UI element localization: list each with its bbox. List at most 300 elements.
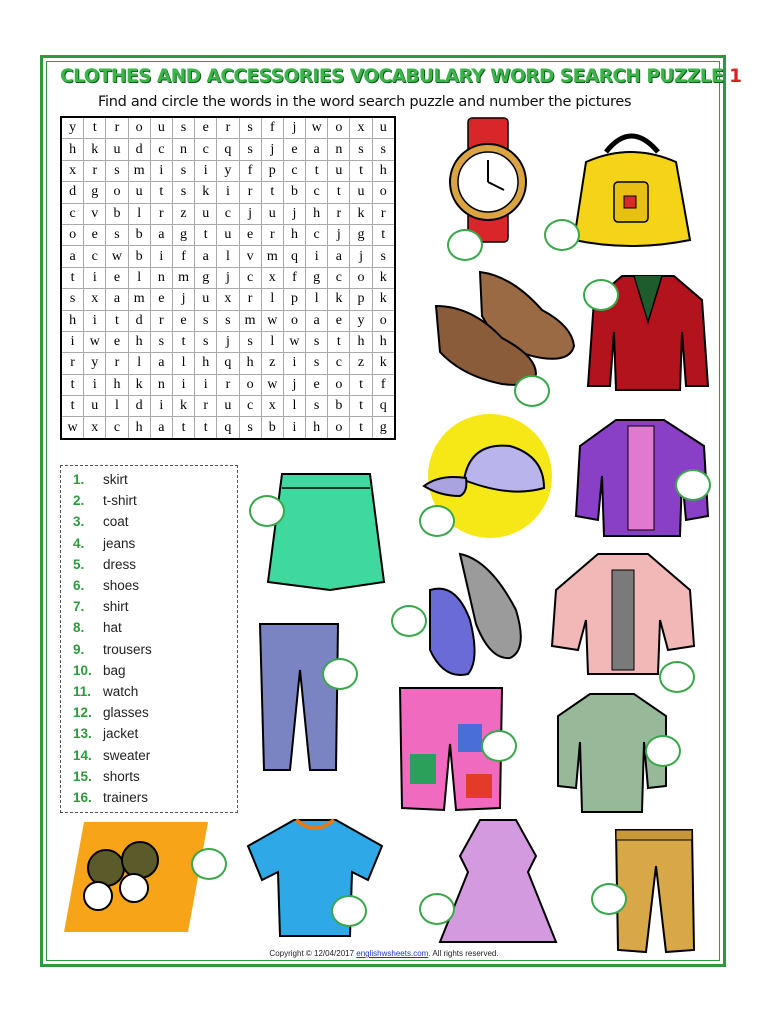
grid-cell[interactable]: f	[172, 246, 194, 267]
grid-cell[interactable]: i	[217, 182, 239, 203]
grid-cell[interactable]: s	[172, 182, 194, 203]
grid-cell[interactable]: s	[239, 117, 261, 139]
grid-row	[61, 331, 395, 352]
grid-cell[interactable]: i	[283, 353, 305, 374]
answer-circle-shoes[interactable]	[514, 375, 550, 407]
word-number: 16.	[73, 790, 92, 805]
grid-cell[interactable]: l	[172, 353, 194, 374]
grid-cell[interactable]: t	[195, 224, 217, 245]
grid-row	[61, 289, 395, 310]
grid-cell[interactable]: c	[150, 139, 172, 160]
grid-cell[interactable]: c	[217, 203, 239, 224]
word-number: 9.	[73, 641, 85, 657]
grid-cell[interactable]: o	[128, 117, 150, 139]
grid-cell[interactable]: u	[195, 203, 217, 224]
grid-cell[interactable]: l	[106, 396, 128, 417]
skirt-picture	[264, 470, 388, 596]
grid-cell[interactable]: c	[84, 246, 106, 267]
grid-cell[interactable]: l	[306, 289, 328, 310]
grid-cell[interactable]: s	[217, 310, 239, 331]
grid-cell[interactable]: x	[61, 160, 84, 181]
title-mark: 1	[729, 66, 742, 87]
grid-cell[interactable]: t	[61, 396, 84, 417]
grid-cell[interactable]: u	[195, 289, 217, 310]
grid-cell[interactable]: m	[128, 289, 150, 310]
grid-cell[interactable]: n	[328, 139, 350, 160]
grid-cell[interactable]: r	[150, 203, 172, 224]
grid-cell[interactable]: r	[239, 289, 261, 310]
grid-cell[interactable]: f	[261, 117, 283, 139]
grid-cell[interactable]: t	[84, 117, 106, 139]
grid-row	[61, 310, 395, 331]
grid-cell[interactable]: e	[150, 289, 172, 310]
grid-cell[interactable]: e	[328, 310, 350, 331]
word-text: trainers	[103, 790, 149, 805]
grid-cell[interactable]: b	[261, 417, 283, 439]
grid-cell[interactable]: r	[217, 117, 239, 139]
grid-cell[interactable]: r	[372, 203, 395, 224]
grid-cell[interactable]: u	[128, 182, 150, 203]
grid-cell[interactable]: t	[61, 374, 84, 395]
grid-cell[interactable]: j	[261, 139, 283, 160]
grid-cell[interactable]: m	[172, 267, 194, 288]
grid-cell[interactable]: d	[61, 182, 84, 203]
grid-cell[interactable]: u	[150, 117, 172, 139]
grid-cell[interactable]: t	[372, 224, 395, 245]
grid-cell[interactable]: a	[306, 139, 328, 160]
grid-cell[interactable]: h	[106, 374, 128, 395]
grid-cell[interactable]: b	[128, 224, 150, 245]
grid-cell[interactable]: w	[283, 331, 305, 352]
grid-cell[interactable]: e	[306, 374, 328, 395]
grid-cell[interactable]: p	[283, 289, 305, 310]
grid-cell[interactable]: x	[350, 117, 372, 139]
grid-cell[interactable]: s	[106, 160, 128, 181]
answer-circle-jeans[interactable]	[322, 658, 358, 690]
grid-cell[interactable]: w	[306, 117, 328, 139]
grid-cell[interactable]: a	[150, 224, 172, 245]
grid-cell[interactable]: t	[350, 374, 372, 395]
word-number: 7.	[73, 599, 85, 615]
grid-cell[interactable]: i	[150, 160, 172, 181]
grid-cell[interactable]: u	[84, 396, 106, 417]
grid-cell[interactable]: b	[128, 246, 150, 267]
grid-cell[interactable]: h	[372, 331, 395, 352]
grid-cell[interactable]: i	[84, 267, 106, 288]
word-number: 2.	[73, 493, 85, 509]
grid-cell[interactable]: g	[372, 417, 395, 439]
answer-circle-shirt[interactable]	[645, 735, 681, 767]
grid-cell[interactable]: a	[328, 246, 350, 267]
grid-cell[interactable]: t	[328, 182, 350, 203]
grid-cell[interactable]: h	[128, 417, 150, 439]
grid-cell[interactable]: g	[195, 267, 217, 288]
grid-cell[interactable]: s	[195, 310, 217, 331]
grid-cell[interactable]: o	[239, 374, 261, 395]
grid-cell[interactable]: a	[61, 246, 84, 267]
word-list-item	[73, 599, 129, 614]
grid-cell[interactable]: b	[106, 203, 128, 224]
answer-circle-trousers[interactable]	[591, 883, 627, 915]
grid-cell[interactable]: o	[350, 267, 372, 288]
answer-circle-hat[interactable]	[419, 505, 455, 537]
grid-cell[interactable]: c	[306, 182, 328, 203]
grid-cell[interactable]: l	[261, 331, 283, 352]
grid-cell[interactable]: y	[84, 353, 106, 374]
jeans-picture	[254, 620, 344, 776]
grid-cell[interactable]: t	[106, 310, 128, 331]
word-text: skirt	[103, 472, 128, 487]
grid-cell[interactable]: k	[84, 139, 106, 160]
grid-cell[interactable]: l	[261, 289, 283, 310]
word-text: dress	[103, 556, 137, 572]
grid-cell[interactable]: i	[150, 396, 172, 417]
answer-circle-shorts[interactable]	[481, 730, 517, 762]
word-list-item	[73, 620, 122, 635]
grid-row	[61, 224, 395, 245]
grid-cell[interactable]: p	[261, 160, 283, 181]
grid-cell[interactable]: h	[61, 310, 84, 331]
grid-cell[interactable]: w	[261, 310, 283, 331]
word-text: t-shirt	[103, 493, 137, 509]
answer-circle-skirt[interactable]	[249, 495, 285, 527]
grid-cell[interactable]: y	[61, 117, 84, 139]
grid-cell[interactable]: o	[106, 182, 128, 203]
word-list-item	[73, 578, 139, 593]
answer-circle-coat[interactable]	[659, 661, 695, 693]
grid-cell[interactable]: x	[261, 396, 283, 417]
word-text: shoes	[103, 578, 140, 593]
grid-cell[interactable]: z	[172, 203, 194, 224]
grid-cell[interactable]: v	[84, 203, 106, 224]
grid-cell[interactable]: i	[306, 246, 328, 267]
grid-row	[61, 203, 395, 224]
word-list-item	[73, 748, 150, 763]
grid-row	[61, 182, 395, 203]
shoes-picture	[432, 266, 578, 390]
grid-row	[61, 117, 395, 139]
word-number: 3.	[73, 514, 85, 530]
word-text: bag	[103, 662, 126, 678]
grid-cell[interactable]: t	[150, 182, 172, 203]
grid-cell[interactable]: j	[283, 374, 305, 395]
grid-cell[interactable]: t	[61, 267, 84, 288]
grid-cell[interactable]: f	[283, 267, 305, 288]
grid-cell[interactable]: z	[261, 353, 283, 374]
grid-cell[interactable]: q	[217, 353, 239, 374]
grid-cell[interactable]: t	[195, 417, 217, 439]
grid-row	[61, 160, 395, 181]
grid-cell[interactable]: d	[128, 139, 150, 160]
word-number: 4.	[73, 535, 85, 551]
grid-cell[interactable]: s	[306, 331, 328, 352]
word-number: 15.	[73, 768, 92, 784]
word-text: coat	[103, 514, 129, 530]
grid-cell[interactable]: e	[106, 331, 128, 352]
grid-cell[interactable]: q	[283, 246, 305, 267]
grid-cell[interactable]: n	[172, 139, 194, 160]
grid-cell[interactable]: i	[84, 310, 106, 331]
grid-cell[interactable]: c	[239, 267, 261, 288]
word-list-item	[73, 536, 135, 551]
answer-circle-dress[interactable]	[419, 893, 455, 925]
answer-circle-glasses[interactable]	[191, 848, 227, 880]
grid-cell[interactable]: d	[128, 310, 150, 331]
grid-cell[interactable]: s	[306, 353, 328, 374]
grid-cell[interactable]: s	[172, 160, 194, 181]
grid-cell[interactable]: u	[217, 396, 239, 417]
grid-cell[interactable]: t	[261, 182, 283, 203]
grid-cell[interactable]: w	[61, 417, 84, 439]
coat-picture	[548, 550, 698, 678]
grid-cell[interactable]: a	[150, 417, 172, 439]
grid-cell[interactable]: x	[84, 417, 106, 439]
grid-cell[interactable]: r	[150, 310, 172, 331]
grid-cell[interactable]: o	[61, 224, 84, 245]
answer-circle-trainers[interactable]	[391, 605, 427, 637]
grid-cell[interactable]: f	[372, 374, 395, 395]
grid-cell[interactable]: s	[239, 139, 261, 160]
t-shirt-picture	[244, 816, 386, 940]
word-search-grid	[60, 116, 396, 440]
grid-cell[interactable]: w	[261, 374, 283, 395]
grid-cell[interactable]: u	[217, 224, 239, 245]
word-list-item	[73, 705, 149, 720]
grid-row	[61, 353, 395, 374]
grid-cell[interactable]: m	[261, 246, 283, 267]
grid-cell[interactable]: e	[172, 310, 194, 331]
grid-cell[interactable]: h	[128, 331, 150, 352]
grid-cell[interactable]: j	[350, 246, 372, 267]
grid-cell[interactable]: r	[217, 374, 239, 395]
grid-cell[interactable]: t	[350, 396, 372, 417]
grid-cell[interactable]: b	[328, 396, 350, 417]
grid-cell[interactable]: u	[261, 203, 283, 224]
grid-cell[interactable]: h	[306, 417, 328, 439]
grid-cell[interactable]: l	[128, 203, 150, 224]
grid-cell[interactable]: j	[217, 267, 239, 288]
grid-cell[interactable]: c	[106, 417, 128, 439]
grid-cell[interactable]: o	[372, 182, 395, 203]
grid-cell[interactable]: n	[150, 267, 172, 288]
word-text: shirt	[103, 599, 129, 615]
grid-cell[interactable]: x	[261, 267, 283, 288]
grid-cell[interactable]: i	[61, 331, 84, 352]
grid-cell[interactable]: r	[328, 203, 350, 224]
grid-cell[interactable]: d	[128, 396, 150, 417]
word-number: 6.	[73, 578, 85, 593]
grid-cell[interactable]: e	[239, 224, 261, 245]
grid-cell[interactable]: r	[261, 224, 283, 245]
grid-cell[interactable]: k	[372, 353, 395, 374]
word-list	[60, 465, 238, 813]
grid-cell[interactable]: l	[128, 267, 150, 288]
grid-cell[interactable]: c	[328, 353, 350, 374]
grid-cell[interactable]: l	[128, 353, 150, 374]
word-number: 14.	[73, 747, 92, 763]
answer-circle-watch[interactable]	[447, 229, 483, 261]
grid-cell[interactable]: y	[350, 310, 372, 331]
word-number: 10.	[73, 662, 92, 678]
grid-cell[interactable]: o	[283, 310, 305, 331]
grid-cell[interactable]: l	[217, 246, 239, 267]
grid-cell[interactable]: c	[283, 160, 305, 181]
grid-row	[61, 267, 395, 288]
grid-cell[interactable]: t	[172, 417, 194, 439]
grid-cell[interactable]: h	[61, 139, 84, 160]
grid-cell[interactable]: o	[328, 417, 350, 439]
grid-cell[interactable]: i	[283, 417, 305, 439]
answer-circle-jacket[interactable]	[583, 279, 619, 311]
grid-cell[interactable]: p	[350, 289, 372, 310]
site-link[interactable]: englishwsheets.com	[356, 949, 429, 958]
grid-cell[interactable]: k	[328, 289, 350, 310]
word-text: shorts	[103, 768, 140, 784]
grid-cell[interactable]: k	[372, 289, 395, 310]
word-list-item	[73, 769, 140, 784]
grid-cell[interactable]: c	[306, 224, 328, 245]
grid-cell[interactable]: t	[350, 417, 372, 439]
grid-cell[interactable]: m	[128, 160, 150, 181]
grid-cell[interactable]: i	[150, 246, 172, 267]
grid-cell[interactable]: k	[172, 396, 194, 417]
grid-cell[interactable]: e	[195, 117, 217, 139]
trainers-picture	[420, 550, 530, 682]
grid-cell[interactable]: s	[61, 289, 84, 310]
grid-cell[interactable]: q	[372, 396, 395, 417]
grid-cell[interactable]: j	[328, 224, 350, 245]
grid-cell[interactable]: s	[106, 224, 128, 245]
grid-cell[interactable]: c	[195, 139, 217, 160]
grid-cell[interactable]: x	[84, 289, 106, 310]
grid-cell[interactable]: b	[283, 182, 305, 203]
grid-cell[interactable]: u	[350, 182, 372, 203]
grid-cell[interactable]: a	[306, 310, 328, 331]
grid-cell[interactable]: s	[372, 139, 395, 160]
grid-cell[interactable]: o	[328, 117, 350, 139]
word-text: watch	[103, 684, 139, 699]
grid-cell[interactable]: h	[372, 160, 395, 181]
grid-cell[interactable]: c	[239, 396, 261, 417]
grid-cell[interactable]: n	[150, 374, 172, 395]
grid-cell[interactable]: y	[217, 160, 239, 181]
grid-cell[interactable]: u	[328, 160, 350, 181]
grid-cell[interactable]: j	[239, 203, 261, 224]
word-list-item	[73, 663, 126, 678]
grid-cell[interactable]: f	[239, 160, 261, 181]
grid-cell[interactable]: r	[239, 182, 261, 203]
grid-cell[interactable]: h	[239, 353, 261, 374]
grid-cell[interactable]: g	[350, 224, 372, 245]
grid-cell[interactable]: s	[172, 117, 194, 139]
grid-cell[interactable]: a	[195, 246, 217, 267]
grid-cell[interactable]: w	[106, 246, 128, 267]
word-number: 5.	[73, 556, 85, 572]
grid-cell[interactable]: e	[106, 267, 128, 288]
grid-cell[interactable]: q	[217, 139, 239, 160]
answer-circle-t-shirt[interactable]	[331, 895, 367, 927]
grid-cell[interactable]: j	[172, 289, 194, 310]
grid-cell[interactable]: c	[61, 203, 84, 224]
grid-cell[interactable]: i	[195, 374, 217, 395]
grid-cell[interactable]: o	[372, 310, 395, 331]
grid-cell[interactable]: g	[84, 182, 106, 203]
word-text: hat	[103, 620, 122, 636]
grid-cell[interactable]: r	[106, 117, 128, 139]
grid-cell[interactable]: a	[150, 353, 172, 374]
grid-cell[interactable]: i	[84, 374, 106, 395]
grid-cell[interactable]: k	[372, 267, 395, 288]
grid-cell[interactable]: e	[283, 139, 305, 160]
grid-cell[interactable]: k	[195, 182, 217, 203]
grid-cell[interactable]: v	[239, 246, 261, 267]
grid-cell[interactable]: o	[328, 374, 350, 395]
grid-cell[interactable]: w	[84, 331, 106, 352]
grid-cell[interactable]: s	[239, 417, 261, 439]
word-list-item	[73, 726, 138, 741]
grid-cell[interactable]: q	[217, 417, 239, 439]
grid-cell[interactable]: g	[306, 267, 328, 288]
grid-cell[interactable]: t	[306, 160, 328, 181]
grid-cell[interactable]: k	[350, 203, 372, 224]
grid-cell[interactable]: h	[283, 224, 305, 245]
grid-cell[interactable]: i	[195, 160, 217, 181]
grid-cell[interactable]: m	[239, 310, 261, 331]
grid-cell[interactable]: h	[195, 353, 217, 374]
grid-row	[61, 246, 395, 267]
word-text: jeans	[103, 535, 136, 551]
grid-cell[interactable]: c	[328, 267, 350, 288]
grid-cell[interactable]: x	[217, 289, 239, 310]
word-text: jacket	[103, 726, 139, 742]
instructions: Find and circle the words in the word search puzzle and number the pictures	[98, 94, 632, 110]
grid-cell[interactable]: j	[217, 331, 239, 352]
grid-cell[interactable]: h	[306, 203, 328, 224]
grid-cell[interactable]: s	[239, 331, 261, 352]
grid-cell[interactable]: g	[172, 224, 194, 245]
grid-cell[interactable]: t	[172, 331, 194, 352]
grid-cell[interactable]: r	[106, 353, 128, 374]
grid-cell[interactable]: k	[128, 374, 150, 395]
word-list-item	[73, 684, 138, 699]
grid-cell[interactable]: s	[350, 139, 372, 160]
word-list-item	[73, 493, 137, 508]
grid-cell[interactable]: s	[306, 396, 328, 417]
grid-cell[interactable]: i	[172, 374, 194, 395]
answer-circle-bag[interactable]	[544, 219, 580, 251]
answer-circle-sweater[interactable]	[675, 469, 711, 501]
grid-cell[interactable]: s	[150, 331, 172, 352]
grid-cell[interactable]: r	[84, 160, 106, 181]
grid-cell[interactable]: r	[195, 396, 217, 417]
grid-cell[interactable]: s	[195, 331, 217, 352]
word-number: 13.	[73, 726, 92, 742]
grid-cell[interactable]: l	[283, 396, 305, 417]
grid-cell[interactable]: t	[350, 160, 372, 181]
grid-cell[interactable]: u	[106, 139, 128, 160]
grid-cell[interactable]: r	[61, 353, 84, 374]
grid-cell[interactable]: a	[106, 289, 128, 310]
grid-cell[interactable]: e	[84, 224, 106, 245]
grid-cell[interactable]: s	[372, 246, 395, 267]
grid-cell[interactable]: t	[328, 331, 350, 352]
grid-cell[interactable]: z	[350, 353, 372, 374]
grid-row	[61, 417, 395, 439]
grid-cell[interactable]: u	[372, 117, 395, 139]
grid-cell[interactable]: j	[283, 117, 305, 139]
grid-cell[interactable]: j	[283, 203, 305, 224]
grid-cell[interactable]: h	[350, 331, 372, 352]
